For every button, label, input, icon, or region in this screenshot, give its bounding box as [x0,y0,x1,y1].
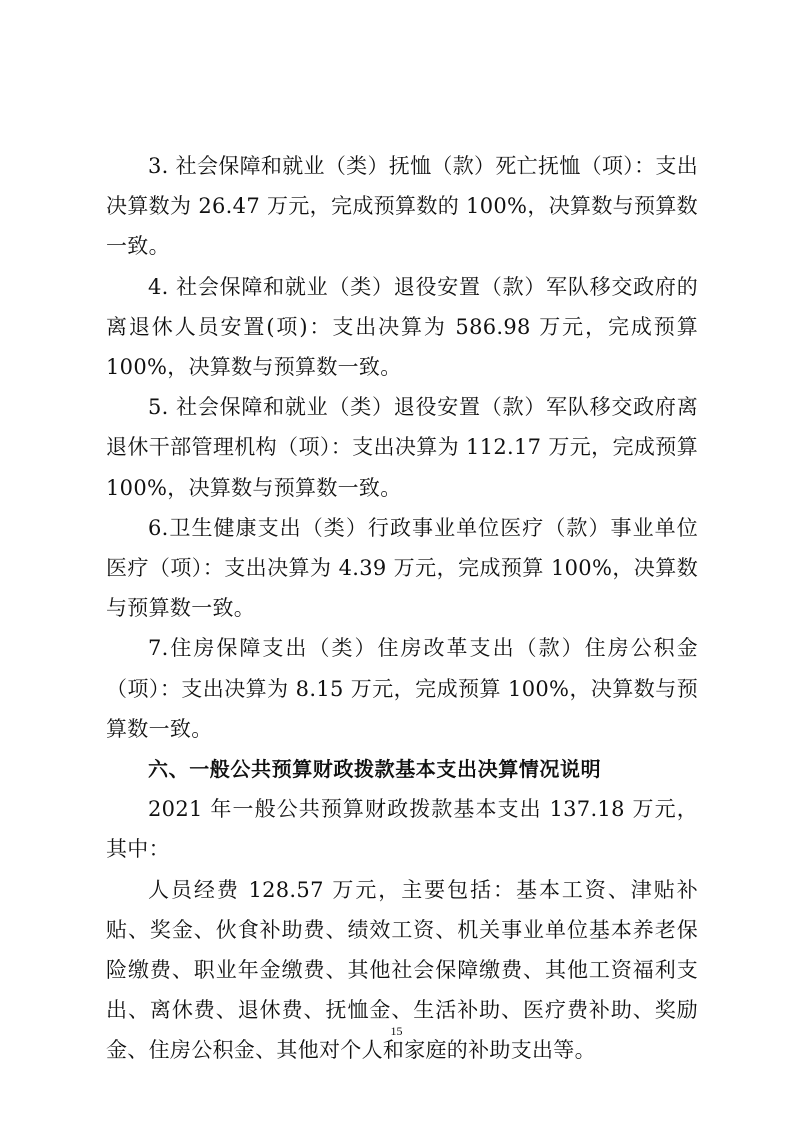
page-number: 15 [390,1024,403,1038]
section-paragraph-total: 2021 年一般公共预算财政拨款基本支出 137.18 万元，其中： [106,797,698,862]
paragraph-item-5: 5. 社会保障和就业（类）退役安置（款）军队移交政府离退休干部管理机构（项）：支出决算为 112.17 万元，完成预算 100%，决算数与预算数一致。 [106,395,698,500]
paragraph-item-6: 6.卫生健康支出（类）行政事业单位医疗（款）事业单位医疗（项）：支出决算为 4.39 万元，完成预算 100%，决算数与预算数一致。 [106,515,698,621]
paragraph-item-4: 4. 社会保障和就业（类）退役安置（款）军队移交政府的离退休人员安置(项)：支出决算为 586.98 万元，完成预算 100%，决算数与预算数一致。 [106,274,698,380]
paragraph-item-3: 3. 社会保障和就业（类）抚恤（款）死亡抚恤（项）：支出决算数为 26.47 万元，完成预算数的 100%，决算数与预算数一致。 [106,154,698,259]
page-content [106,146,698,1071]
paragraph-item-7: 7.住房保障支出（类）住房改革支出（款）住房公积金（项）：支出决算为 8.15 万元，完成预算 100%，决算数与预算数一致。 [106,636,698,741]
section-paragraph-personnel: 人员经费 128.57 万元，主要包括：基本工资、津贴补贴、奖金、伙食补助费、绩效工资、机关事业单位基本养老保险缴费、职业年金缴费、其他社会保障缴费、其他工资福利支出、离休费、退休费、抚恤金、生活补助、医疗费补助、奖励金、住房公积金、其他对个人和家庭的补助支出等。 [106,877,698,1063]
section-heading: 六、一般公共预算财政拨款基本支出决算情况说明 [148,757,602,782]
